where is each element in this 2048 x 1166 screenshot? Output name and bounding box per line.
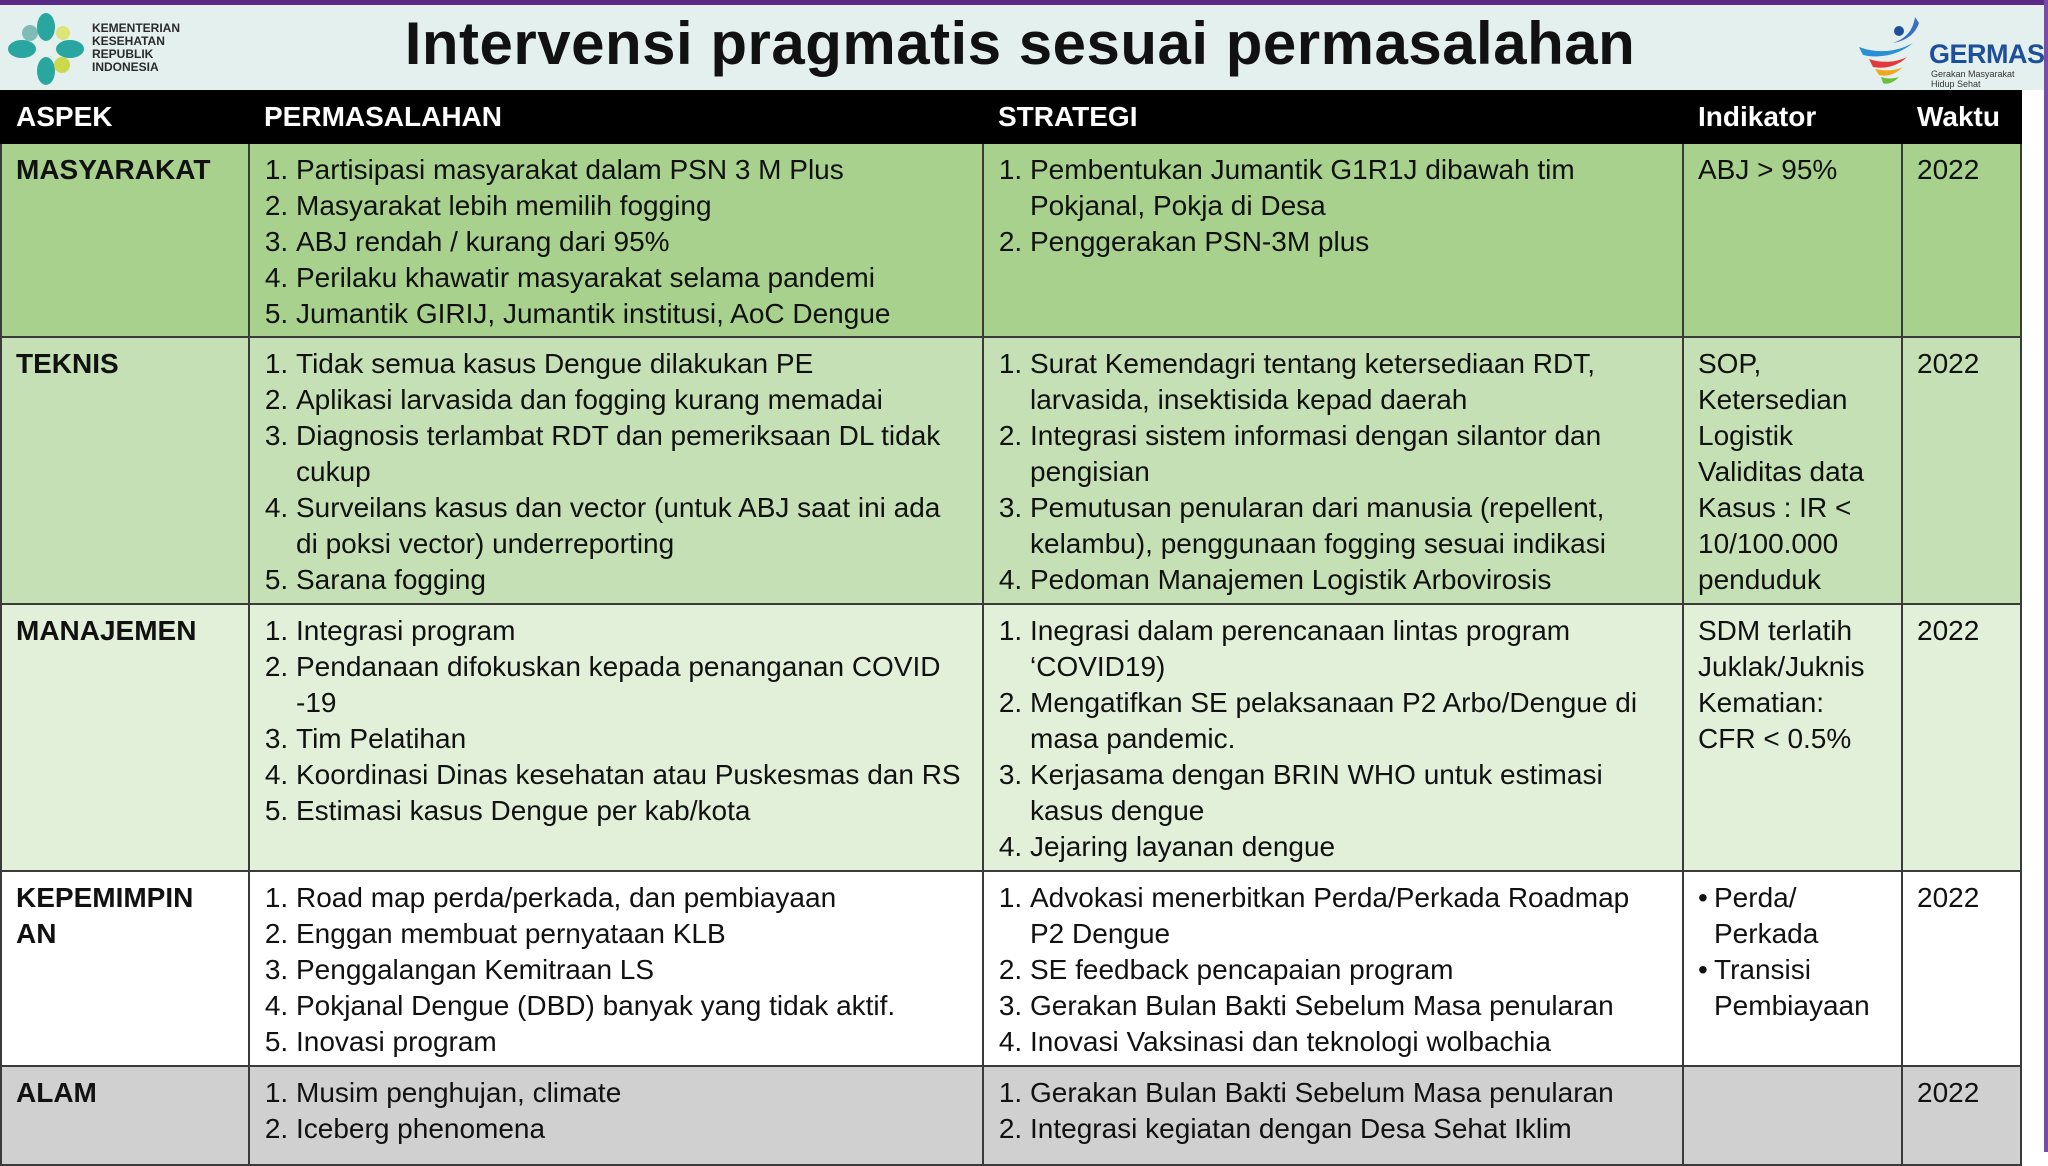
- waktu-cell: 2022: [1902, 143, 2021, 337]
- kemenkes-line-2: KESEHATAN: [92, 34, 165, 48]
- indikator-bullet: • Transisi Pembiayaan: [1712, 952, 1887, 1024]
- list-item: 2. Iceberg phenomena: [296, 1111, 968, 1147]
- list-item: 2. Integrasi sistem informasi dengan silantor dan pengisian: [1030, 418, 1668, 490]
- header-indikator: Indikator: [1683, 91, 1902, 143]
- aspek-cell: KEPEMIMPIN AN: [1, 871, 249, 1066]
- list-item: 4. Jejaring layanan dengue: [1030, 829, 1668, 865]
- list-item: 4. Pedoman Manajemen Logistik Arbovirosis: [1030, 562, 1668, 598]
- list-item: 1. Integrasi program: [296, 613, 968, 649]
- table-row-kepemimpinan: [1, 871, 2021, 1066]
- kemenkes-line-4: INDONESIA: [92, 60, 159, 74]
- slide-header: [0, 5, 2044, 90]
- germas-icon: [1855, 13, 1935, 93]
- table-row-manajemen: [1, 604, 2021, 871]
- permasalahan-cell: [249, 143, 983, 337]
- strategi-cell: [983, 1066, 1683, 1165]
- list-item: 2. SE feedback pencapaian program: [1030, 952, 1668, 988]
- header-aspek: ASPEK: [1, 91, 249, 143]
- kemenkes-logo: [8, 11, 188, 86]
- waktu-cell: 2022: [1902, 604, 2021, 871]
- list-item: 1. Gerakan Bulan Bakti Sebelum Masa penularan: [1030, 1075, 1668, 1111]
- list-item: 3. Kerjasama dengan BRIN WHO untuk estimasi kasus dengue: [1030, 757, 1668, 829]
- permasalahan-cell: [249, 337, 983, 604]
- waktu-cell: 2022: [1902, 1066, 2021, 1165]
- indikator-cell: [1683, 871, 1902, 1066]
- list-item: 2. Pendanaan difokuskan kepada penanganan COVID -19: [296, 649, 968, 721]
- list-item: 2. Penggerakan PSN-3M plus: [1030, 224, 1668, 260]
- list-item: 3. Gerakan Bulan Bakti Sebelum Masa penularan: [1030, 988, 1668, 1024]
- list-item: 3. Pemutusan penularan dari manusia (repellent, kelambu), penggunaan fogging sesuai indikasi: [1030, 490, 1668, 562]
- strategi-cell: [983, 143, 1683, 337]
- permasalahan-cell: [249, 871, 983, 1066]
- list-item: 2. Masyarakat lebih memilih fogging: [296, 188, 968, 224]
- kemenkes-bakti-husada-icon: [8, 13, 84, 85]
- germas-tagline-1: Gerakan Masyarakat: [1931, 69, 2015, 79]
- list-item: 3. Tim Pelatihan: [296, 721, 968, 757]
- table-row-masyarakat: [1, 143, 2021, 337]
- permasalahan-cell: [249, 1066, 983, 1165]
- indikator-cell: [1683, 1066, 1902, 1165]
- list-item: 5. Estimasi kasus Dengue per kab/kota: [296, 793, 968, 829]
- header-waktu: Waktu: [1902, 91, 2021, 143]
- indikator-line: Ketersedian: [1698, 384, 1848, 415]
- right-accent-bar: [2044, 0, 2048, 1152]
- kemenkes-line-3: REPUBLIK: [92, 47, 154, 61]
- waktu-cell: 2022: [1902, 871, 2021, 1066]
- indikator-cell: [1683, 337, 1902, 604]
- list-item: 1. Surat Kemendagri tentang ketersediaan RDT, larvasida, insektisida kepad daerah: [1030, 346, 1668, 418]
- list-item: 5. Jumantik GIRIJ, Jumantik institusi, AoC Dengue: [296, 296, 968, 332]
- aspek-cell: MASYARAKAT: [1, 143, 249, 337]
- kemenkes-line-1: KEMENTERIAN: [92, 21, 181, 35]
- indikator-line: Validitas data: [1698, 456, 1865, 487]
- waktu-cell: 2022: [1902, 337, 2021, 604]
- list-item: 1. Road map perda/perkada, dan pembiayaan: [296, 880, 968, 916]
- indikator-line: Logistik: [1698, 420, 1793, 451]
- strategi-cell: [983, 604, 1683, 871]
- aspek-cell: ALAM: [1, 1066, 249, 1165]
- list-item: 4. Perilaku khawatir masyarakat selama pandemi: [296, 260, 968, 296]
- indikator-line: Juklak/Juknis: [1698, 651, 1865, 682]
- header-permasalahan: PERMASALAHAN: [249, 91, 983, 143]
- list-item: 2. Integrasi kegiatan dengan Desa Sehat Iklim: [1030, 1111, 1668, 1147]
- indikator-line: SOP,: [1698, 348, 1762, 379]
- indikator-line: Kematian:: [1698, 687, 1825, 718]
- germas-tagline: [1931, 69, 2015, 89]
- page-title: Intervensi pragmatis sesuai permasalahan: [404, 10, 1636, 77]
- strategi-cell: [983, 871, 1683, 1066]
- list-item: 3. ABJ rendah / kurang dari 95%: [296, 224, 968, 260]
- list-item: 5. Sarana fogging: [296, 562, 968, 598]
- list-item: 2. Aplikasi larvasida dan fogging kurang memadai: [296, 382, 968, 418]
- germas-logo: [1855, 13, 2045, 93]
- list-item: 5. Inovasi program: [296, 1024, 968, 1060]
- list-item: 3. Diagnosis terlambat RDT dan pemeriksaan DL tidak cukup: [296, 418, 968, 490]
- list-item: 1. Pembentukan Jumantik G1R1J dibawah tim Pokjanal, Pokja di Desa: [1030, 152, 1668, 224]
- table-row-alam: [1, 1066, 2021, 1165]
- permasalahan-cell: [249, 604, 983, 871]
- indikator-line: ABJ > 95%: [1698, 154, 1838, 185]
- list-item: 4. Inovasi Vaksinasi dan teknologi wolbachia: [1030, 1024, 1668, 1060]
- list-item: 4. Pokjanal Dengue (DBD) banyak yang tidak aktif.: [296, 988, 968, 1024]
- indikator-line: 10/100.000: [1698, 528, 1839, 559]
- indikator-cell: [1683, 604, 1902, 871]
- list-item: 4. Surveilans kasus dan vector (untuk ABJ saat ini ada di poksi vector) underreporting: [296, 490, 968, 562]
- indikator-line: CFR < 0.5%: [1698, 723, 1852, 754]
- indikator-line: SDM terlatih: [1698, 615, 1853, 646]
- indikator-bullet: • Perda/ Perkada: [1712, 880, 1887, 952]
- indikator-line: Kasus : IR <: [1698, 492, 1852, 523]
- aspek-cell: MANAJEMEN: [1, 604, 249, 871]
- strategi-cell: [983, 337, 1683, 604]
- list-item: 1. Musim penghujan, climate: [296, 1075, 968, 1111]
- germas-tagline-2: Hidup Sehat: [1931, 79, 1981, 89]
- kemenkes-text: [92, 22, 180, 74]
- indikator-line: penduduk: [1698, 564, 1822, 595]
- germas-wordmark: GERMAS: [1929, 39, 2045, 69]
- indikator-cell: [1683, 143, 1902, 337]
- list-item: 2. Mengatifkan SE pelaksanaan P2 Arbo/Dengue di masa pandemic.: [1030, 685, 1668, 757]
- list-item: 4. Koordinasi Dinas kesehatan atau Puskesmas dan RS: [296, 757, 968, 793]
- list-item: 2. Enggan membuat pernyataan KLB: [296, 916, 968, 952]
- list-item: 1. Advokasi menerbitkan Perda/Perkada Roadmap P2 Dengue: [1030, 880, 1668, 952]
- list-item: 1. Inegrasi dalam perencanaan lintas program ‘COVID19): [1030, 613, 1668, 685]
- header-strategi: STRATEGI: [983, 91, 1683, 143]
- table-row-teknis: [1, 337, 2021, 604]
- table-header-row: [1, 91, 2021, 143]
- list-item: 3. Penggalangan Kemitraan LS: [296, 952, 968, 988]
- list-item: 1. Tidak semua kasus Dengue dilakukan PE: [296, 346, 968, 382]
- aspek-cell: TEKNIS: [1, 337, 249, 604]
- list-item: 1. Partisipasi masyarakat dalam PSN 3 M Plus: [296, 152, 968, 188]
- intervention-table: [0, 90, 2022, 1166]
